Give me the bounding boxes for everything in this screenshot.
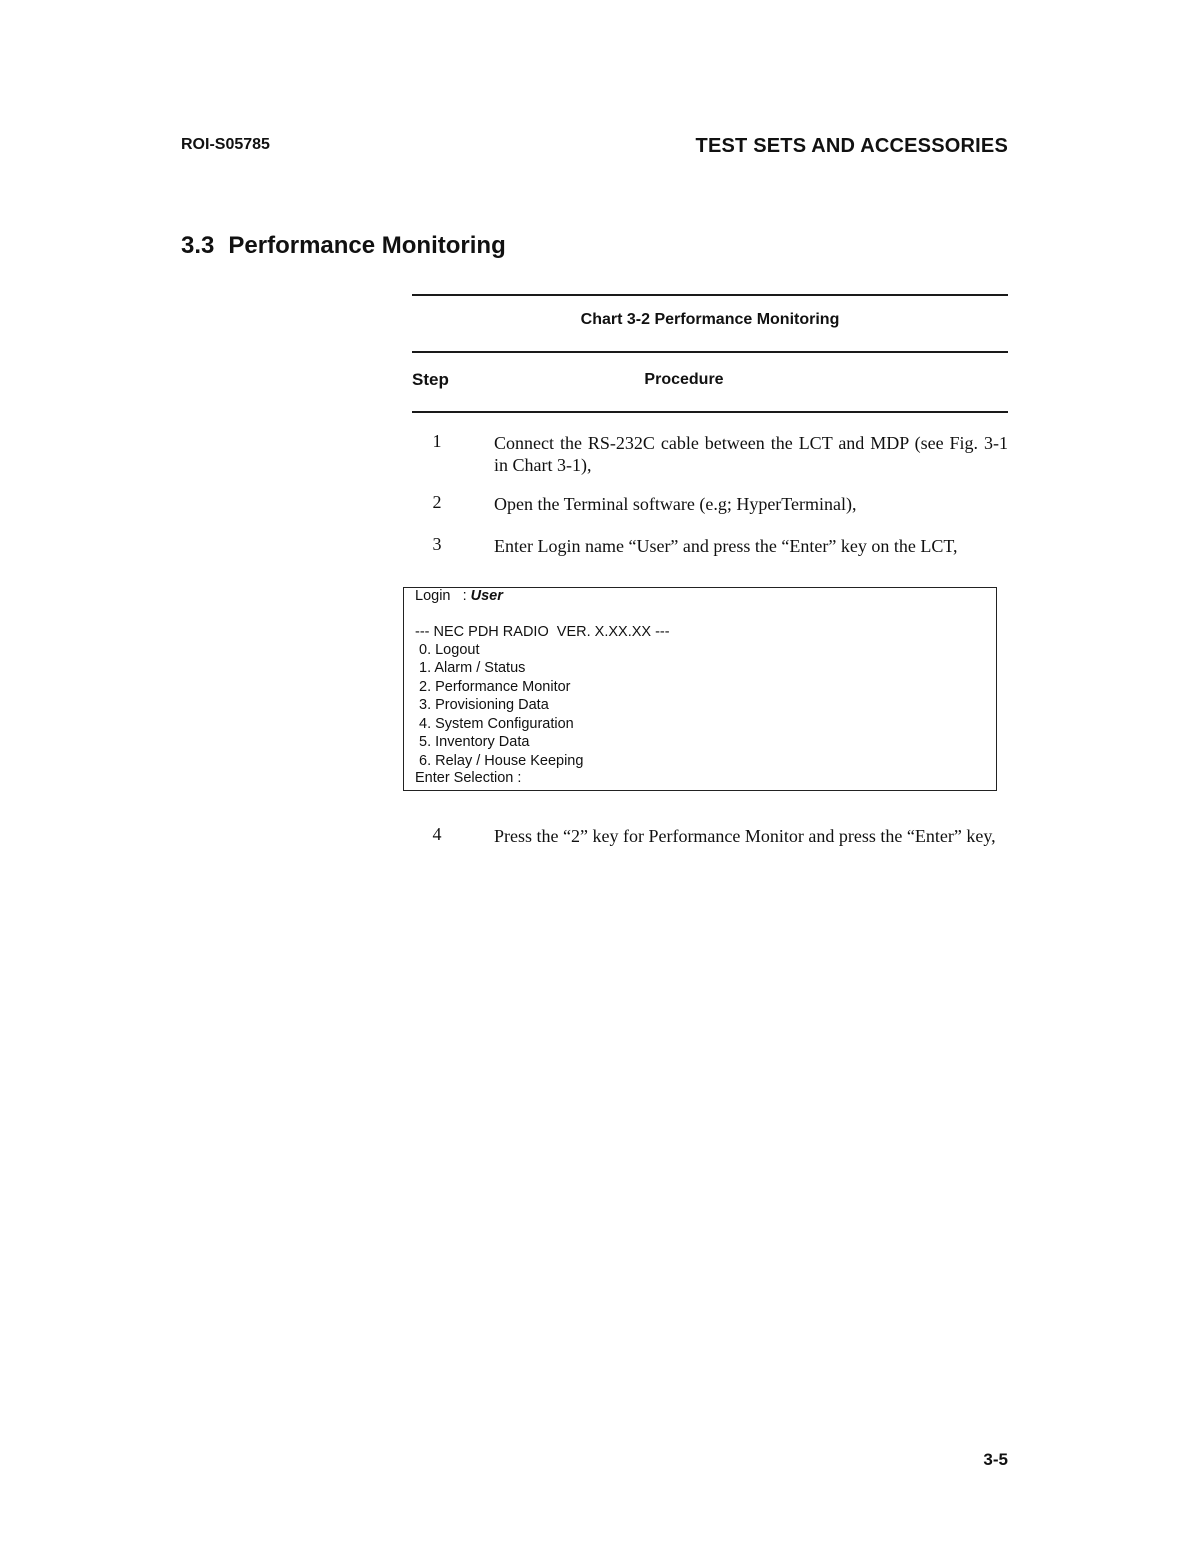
column-header-procedure: Procedure	[644, 371, 724, 388]
menu-item-relay-house-keeping: 6. Relay / House Keeping	[419, 753, 584, 769]
step-number: 3	[432, 534, 442, 554]
step-text: Enter Login name “User” and press the “Enter” key on the LCT,	[494, 536, 958, 556]
section-heading	[181, 232, 506, 260]
step-text: Connect the RS-232C cable between the LCT and MDP (see Fig. 3-1 in Chart 3-1),	[494, 433, 1008, 475]
page-number: 3-5	[983, 1450, 1008, 1469]
menu-item-alarm-status: 1. Alarm / Status	[419, 660, 526, 676]
chart-caption: Chart 3-2 Performance Monitoring	[580, 311, 840, 328]
step-number: 1	[432, 431, 442, 451]
terminal-screen-box	[403, 587, 997, 791]
step-text: Open the Terminal software (e.g; HyperTerminal),	[494, 494, 857, 514]
step-number: 4	[432, 824, 442, 844]
menu-item-provisioning-data: 3. Provisioning Data	[419, 697, 549, 713]
step-text: Press the “2” key for Performance Monitor and press the “Enter” key,	[494, 826, 996, 846]
menu-item-inventory-data: 5. Inventory Data	[419, 734, 530, 750]
chart-top-rule	[412, 294, 1008, 296]
login-value: User	[470, 588, 503, 604]
chart-header-rule	[412, 411, 1008, 413]
section-number: 3.3	[181, 232, 215, 259]
login-label: Login :	[415, 588, 471, 604]
chart-caption-rule	[412, 351, 1008, 353]
login-line	[415, 587, 503, 605]
menu-item-performance-monitor: 2. Performance Monitor	[419, 679, 571, 695]
column-header-step: Step	[412, 370, 449, 389]
menu-title: --- NEC PDH RADIO VER. X.XX.XX ---	[415, 624, 670, 640]
menu-item-logout: 0. Logout	[419, 642, 480, 658]
document-id: ROI-S05785	[181, 136, 270, 153]
selection-prompt: Enter Selection :	[415, 770, 522, 786]
step-number: 2	[432, 492, 442, 512]
section-title: Performance Monitoring	[228, 232, 506, 259]
menu-item-system-configuration: 4. System Configuration	[419, 716, 574, 732]
chapter-title: TEST SETS AND ACCESSORIES	[695, 135, 1008, 157]
